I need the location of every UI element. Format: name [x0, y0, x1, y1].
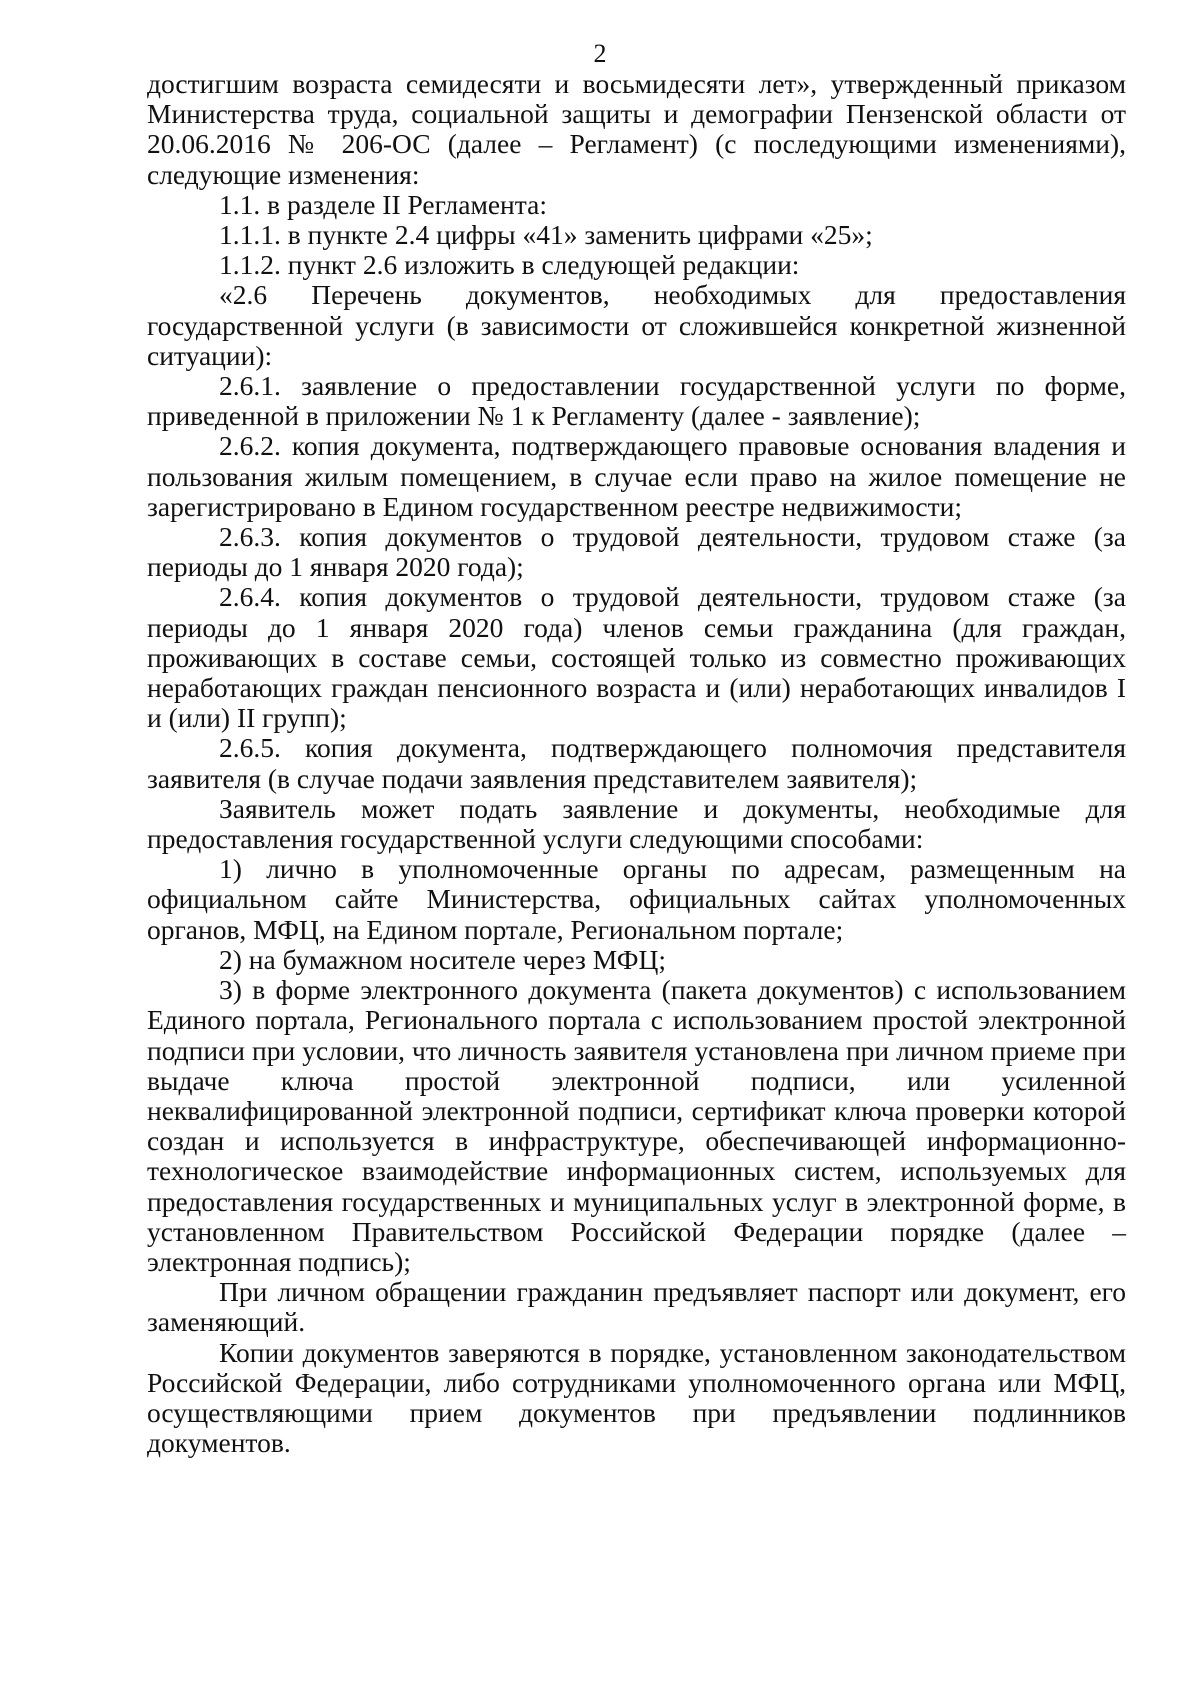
document-paragraph: «2.6 Перечень документов, необходимых для предоставления государственной услуги (в зависимости от сложившейся конкретной жизненной ситуации):	[147, 279, 1126, 371]
document-paragraph: 1.1. в разделе II Регламента:	[219, 188, 547, 220]
document-paragraph: 1.1.1. в пункте 2.4 цифры «41» заменить цифрами «25»;	[219, 219, 873, 251]
document-paragraph: 2.6.2. копия документа, подтверждающего правовые основания владения и пользования жилым помещением, в случае если право на жилое помещение не зарегистрировано в Едином государственном реестре недвижимости;	[147, 430, 1126, 522]
document-paragraph: 3) в форме электронного документа (пакета документов) с использованием Единого портала, Регионального портала с использованием простой электронной подписи при условии, что личность заявителя установлена при личном приеме при выдаче ключа простой электронной подписи, или усиленной неквалифицированной электронной подписи, сертификат ключа проверки которой создан и используется в инфраструктуре, обеспечивающей информационно-технологическое взаимодействие информационных систем, используемых для предоставления государственных и муниципальных услуг в электронной форме, в установленном Правительством Российской Федерации порядке (далее – электронная подпись);	[147, 974, 1126, 1277]
document-paragraph: Заявитель может подать заявление и документы, необходимые для предоставления государственной услуги следующими способами:	[147, 792, 1126, 855]
document-paragraph: 2.6.5. копия документа, подтверждающего полномочия представителя заявителя (в случае подачи заявления представителем заявителя);	[147, 732, 1126, 794]
document-paragraph: 2.6.4. копия документов о трудовой деятельности, трудовом стаже (за периоды до 1 января 2020 года) членов семьи гражданина (для граждан, проживающих в составе семьи, состоящей только из совместно проживающих неработающих граждан пенсионного возраста и (или) неработающих инвалидов I и (или) II групп);	[147, 581, 1126, 734]
document-paragraph: достигшим возраста семидесяти и восьмидесяти лет», утвержденный приказом Министерства труда, социальной защиты и демографии Пензенской области от 20.06.2016 № 206-ОС (далее – Регламент) (с последующими изменениями), следующие изменения:	[147, 68, 1126, 190]
page-number: 2	[593, 39, 607, 68]
document-paragraph: При личном обращении гражданин предъявляет паспорт или документ, его заменяющий.	[147, 1276, 1126, 1338]
document-paragraph: 1) лично в уполномоченные органы по адресам, размещенным на официальном сайте Министерства, официальных сайтах уполномоченных органов, МФЦ, на Едином портале, Региональном портале;	[147, 853, 1126, 945]
document-paragraph: Копии документов заверяются в порядке, установленном законодательством Российской Федерации, либо сотрудниками уполномоченного органа или МФЦ, осуществляющими прием документов при предъявлении подлинников документов.	[147, 1336, 1126, 1459]
document-paragraph: 1.1.2. пункт 2.6 изложить в следующей редакции:	[219, 249, 800, 281]
document-paragraph: 2.6.3. копия документов о трудовой деятельности, трудовом стаже (за периоды до 1 января 2020 года);	[147, 521, 1126, 583]
document-paragraph: 2) на бумажном носителе через МФЦ;	[219, 943, 667, 975]
document-paragraph: 2.6.1. заявление о предоставлении государственной услуги по форме, приведенной в приложении № 1 к Регламенту (далее - заявление);	[147, 370, 1126, 432]
document-body	[147, 69, 1126, 1458]
